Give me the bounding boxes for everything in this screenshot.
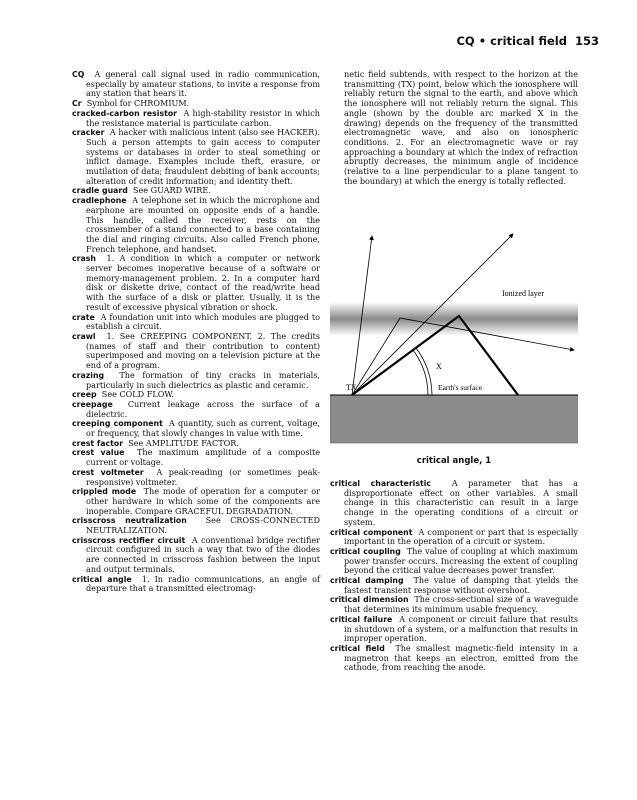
entry-definition: See COLD FLOW. [101, 389, 174, 400]
entry [72, 254, 320, 312]
entry-headword: CQ [72, 70, 85, 79]
entry-headword: critical component [330, 527, 413, 537]
earth-surface-label: Earth's surface [438, 383, 483, 392]
entry-definition: The smallest magnetic-field intensity in a magnetron that keeps an electron, emitted from the cathode, from reaching the anode. [344, 642, 578, 673]
entry-headword: critical angle [72, 574, 132, 584]
left-column [72, 70, 320, 594]
entry-definition: See CROSS-CONNECTED NEUTRALIZATION. [86, 515, 320, 536]
entry-definition: A conventional bridge rectifier circuit configured in such a way that two of the diodes are connected in crisscross fashion between the input and output terminals. [86, 534, 321, 574]
right-column-top [330, 70, 578, 186]
entry-headword: cradlephone [72, 196, 127, 206]
entry-headword: cracked-carbon resistor [72, 108, 178, 118]
entry-headword: creeping component [72, 419, 163, 429]
entry-definition: Symbol for CHROMIUM. [86, 98, 190, 109]
entry-definition: A parameter that has a disproportionate effect on other variables. A small change in this characteristic can result in a large change in the operating conditions of a circuit or system. [344, 478, 578, 527]
entry [72, 109, 320, 128]
header-bullet: • [478, 34, 487, 48]
entry-definition: 1. A condition in which a computer or network server becomes inoperative because of a software or memory-management problem. 2. In a computer hard disk or diskette drive, contact of the read/write head with the surface of a disk or platter. Usually, it is the result of excessive physical vibration or shock. [86, 253, 320, 312]
entry-headword: critical dimension [330, 595, 409, 605]
entry [72, 516, 320, 535]
page-header [456, 34, 599, 48]
entry-definition: A component or circuit failure that results in shutdown of a system, or a malfunction that results in improper operation. [344, 613, 578, 644]
entry-definition: 1. See CREEPING COMPONENT. 2. The credits (names of staff and their contribution to content) superimposed and moving on a television picture at the end of a program. [86, 330, 320, 371]
entry [330, 547, 578, 576]
entry-headword: critical damping [330, 576, 404, 586]
entry [330, 644, 578, 673]
header-left-term: CQ [456, 34, 475, 48]
entry-headword: crisscross rectifier circuit [72, 535, 186, 545]
entry-definition: The formation of tiny cracks in materials, particularly in such dielectrics as plastic and ceramic. [86, 369, 320, 390]
entry-definition: A peak-reading (or sometimes peak-responsive) voltmeter. [86, 466, 320, 487]
entry-definition: The maximum amplitude of a composite current or voltage. [86, 447, 320, 468]
entry [330, 615, 578, 644]
entry [72, 487, 320, 516]
entry-definition: Current leakage across the surface of a dielectric. [86, 398, 320, 419]
entry [72, 371, 320, 390]
entry-definition: See AMPLITUDE FACTOR. [128, 437, 239, 448]
entry-headword: creepage [72, 399, 113, 409]
page-number: 153 [574, 34, 599, 48]
entry-headword: crate [72, 312, 95, 322]
entry-definition: A foundation unit into which modules are plugged to establish a circuit. [86, 311, 320, 332]
entry-definition: A high-stability resistor in which the resistance material is particulate carbon. [86, 107, 320, 128]
entry [72, 196, 320, 254]
entry [330, 576, 578, 595]
entry-definition: A telephone set in which the microphone and earphone are mounted on opposite ends of a handle. This handle, called the receiver, rests on the crossmember of a stand connected to a base containing the dial and ringing circuits. Also called French phone, French telephone, and handset. [86, 195, 320, 254]
entry [330, 595, 578, 614]
entry-headword: crisscross neutralization [72, 516, 187, 526]
entry [72, 400, 320, 419]
entry-headword: critical characteristic [330, 479, 432, 488]
tx-label: TX [346, 383, 357, 392]
entry-headword: critical failure [330, 614, 393, 624]
entry-headword: critical field [330, 643, 385, 653]
entry-headword: cracker [72, 128, 105, 138]
entry-headword: cradle guard [72, 186, 128, 196]
entry [330, 528, 578, 547]
entry-definition: See GUARD WIRE. [132, 185, 211, 196]
entry [72, 468, 320, 487]
entry-headword: crest value [72, 448, 125, 458]
entry [72, 70, 320, 99]
entry-definition: The cross-sectional size of a waveguide that determines its minimum usable frequency. [344, 594, 578, 615]
earth-block [330, 395, 578, 443]
entry [72, 536, 320, 575]
entry-definition: A hacker with malicious intent (also see HACKER). Such a person attempts to gain access to computer systems or databases in order to steal something or inflict damage. Examples include theft, erasure, or mutilation of data; fraudulent debiting of bank accounts; alteration of credit information; and identity theft. [86, 127, 320, 186]
entry-headword: Cr [72, 99, 82, 109]
entry-headword: crawl [72, 331, 96, 341]
entry-definition: A quantity, such as current, voltage, or frequency, that slowly changes in value with time. [86, 418, 320, 439]
entry-headword: crash [72, 254, 96, 264]
entry-headword: crazing [72, 370, 105, 380]
entry-definition: A component or part that is especially important in the operation of a circuit or system. [344, 526, 578, 547]
entry-headword: creep [72, 390, 97, 400]
entry-continuation: netic field subtends, with respect to the horizon at the transmitting (TX) point, below which the ionosphere will reliably return the signal to the earth, and above which the ionosphere will not reliably return the signal. This angle (shown by the double arc marked X in the drawing) depends on the frequency of the transmitted electromagnetic wave, and also on ionospheric conditions. 2. For an electromagnetic wave or ray approaching a boundary at which the index of refraction abruptly decreases, the minimum angle of incidence (relative to a line perpendicular to a plane tangent to the boundary) at which the energy is totally reflected. [344, 69, 578, 186]
entry [72, 575, 320, 594]
entry [72, 448, 320, 467]
entry-definition: The mode of operation for a computer or other hardware in which some of the components are inoperable. Compare GRACEFUL DEGRADATION. [86, 486, 320, 516]
critical-angle-figure [330, 230, 578, 472]
entry-headword: crest factor [72, 438, 124, 448]
header-right-term: critical field [490, 34, 567, 48]
figure-caption: critical angle, 1 [416, 456, 492, 466]
entry [72, 313, 320, 332]
entry-definition: The value of coupling at which maximum power transfer occurs. Increasing the extent of coupling beyond the critical value decreases power transfer. [344, 545, 578, 576]
entry [72, 332, 320, 371]
entry-definition: The value of damping that yields the fastest transient response without overshoot. [344, 575, 578, 595]
entry-headword: critical coupling [330, 546, 401, 556]
entry-headword: crippled mode [72, 487, 137, 497]
entry-headword: crest voltmeter [72, 467, 144, 477]
ionized-layer-label: Ionized layer [502, 289, 544, 298]
angle-arc-inner [413, 350, 428, 395]
entry-definition: A general call signal used in radio communication, especially by amateur stations, to invite a response from any station that hears it. [86, 69, 320, 99]
entry [330, 479, 578, 528]
entry [72, 128, 320, 186]
entry-definition: 1. In radio communications, an angle of departure that a transmitted electromag- [86, 573, 320, 594]
entry [72, 419, 320, 438]
angle-x-label: X [436, 362, 442, 371]
right-column-bottom [330, 479, 578, 673]
